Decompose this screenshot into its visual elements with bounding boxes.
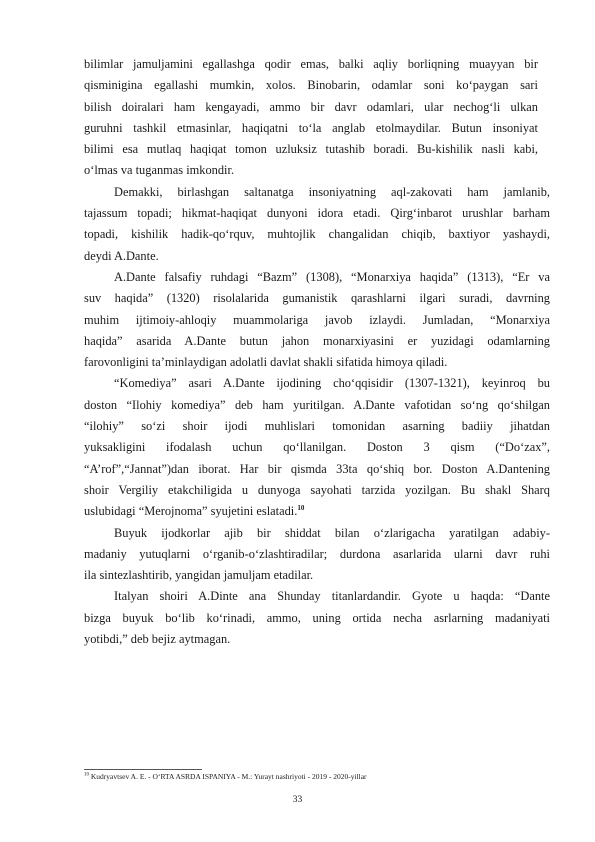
body-line: bilimlar jamuljamini egallashga qodir emas, balki aqliy borliqning muayyan bir [84,57,538,71]
body-line: ila sintezlashtirib, yangidan jamuljam etadilar. [84,568,314,583]
footnote-text: Kudryavtsev A. E. - O‘RTA ASRDA ISPANIYA - M.: Yurayt nashriyoti - 2019 - 2020-yillar [89,772,367,781]
footnote [84,772,367,782]
body-line: “A’rof”,“Jannat”)dan iborat. Har bir qismda 33ta qo‘shiq bor. Doston A.Dantening [84,461,550,476]
body-line: guruhni tashkil etmasinlar, haqiqatni to‘la anglab etolmaydilar. Butun insoniyat [84,120,538,135]
paragraph-first-line: Italyan shoiri A.Dinte ana Shunday titanlardandir. Gyote u haqda: “Dante [114,589,550,604]
body-line: yotibdi,” deb bejiz aytmagan. [84,632,231,647]
body-line: suv haqida” (1320) risolalarida gumanistik qarashlarni ilgari suradi, davrning [84,291,550,306]
page-number: 33 [292,795,303,805]
body-line: tajassum topadi; hikmat-haqiqat dunyoni idora etadi. Qirg‘inbarot urushlar barham [84,206,550,221]
body-line: yuksakligini ifodalash uchun qo‘llanilgan. Doston 3 qism (“Do‘zax”, [84,440,550,455]
body-line-text: uslubidagi “Merojnoma” syujetini eslatadi. [84,504,298,519]
footnote-reference[interactable]: 10 [297,504,305,513]
body-line: qisminigina egallashi mumkin, xolos. Binobarin, odamlar soni ko‘paygan sari [84,78,538,93]
paragraph-first-line: Demakki, birlashgan saltanatga insoniyatning aql-zakovati ham jamlanib, [114,184,550,199]
paragraph-first-line: A.Dante falsafiy ruhdagi “Bazm” (1308), “Monarxiya haqida” (1313), “Er va [114,269,550,284]
body-text [84,54,550,650]
body-line: o‘lmas va tuganmas imkondir. [84,163,235,178]
paragraph-first-line: “Komediya” asari A.Dante ijodining cho‘qqisidir (1307-1321), keyinroq bu [114,376,550,391]
body-line: topadi, kishilik hadik-qo‘rquv, muhtojlik changalidan chiqib, baxtiyor yashaydi, [84,227,550,242]
body-line: bilish doiralari ham kengayadi, ammo bir davr odamlari, ular nechog‘li ulkan [84,99,538,114]
body-line: bizga buyuk bo‘lib ko‘rinadi, ammo, uning ortida necha asrlarning madaniyati [84,610,550,625]
body-line: farovonligini ta’minlaydigan adolatli davlat shakli sifatida himoya qiladi. [84,355,448,370]
body-line: “ilohiy” so‘zi shoir ijodi muhlislari tomonidan asarning badiiy jihatdan [84,419,550,434]
body-line: muhim ijtimoiy-ahloqiy muammolariga javob izlaydi. Jumladan, “Monarxiya [84,312,550,327]
body-line: madaniy yutuqlarni o‘rganib-o‘zlashtiradilar; durdona asarlarida ularni davr ruhi [84,546,550,561]
body-line: bilimi esa mutlaq haqiqat tomon uzluksiz tutashib boradi. Bu-kishilik nasli kabi, [84,142,538,157]
body-line: haqida” asarida A.Dante butun jahon monarxiyasini er yuzidagi odamlarning [84,333,550,348]
body-line: deydi A.Dante. [84,248,159,263]
body-line: doston “Ilohiy komediya” deb ham yuritilgan. A.Dante vafotidan so‘ng qo‘shilgan [84,397,550,412]
body-line: shoir Vergiliy etakchiligida u dunyoga sayohati tarzida yozilgan. Bu shakl Sharq [84,482,550,497]
paragraph-first-line: Buyuk ijodkorlar ajib bir shiddat bilan o‘zlarigacha yaratilgan adabiy- [114,525,550,540]
footnote-number: 10 [84,772,89,778]
body-line-with-footnote [84,501,550,522]
footnote-separator [84,769,202,770]
